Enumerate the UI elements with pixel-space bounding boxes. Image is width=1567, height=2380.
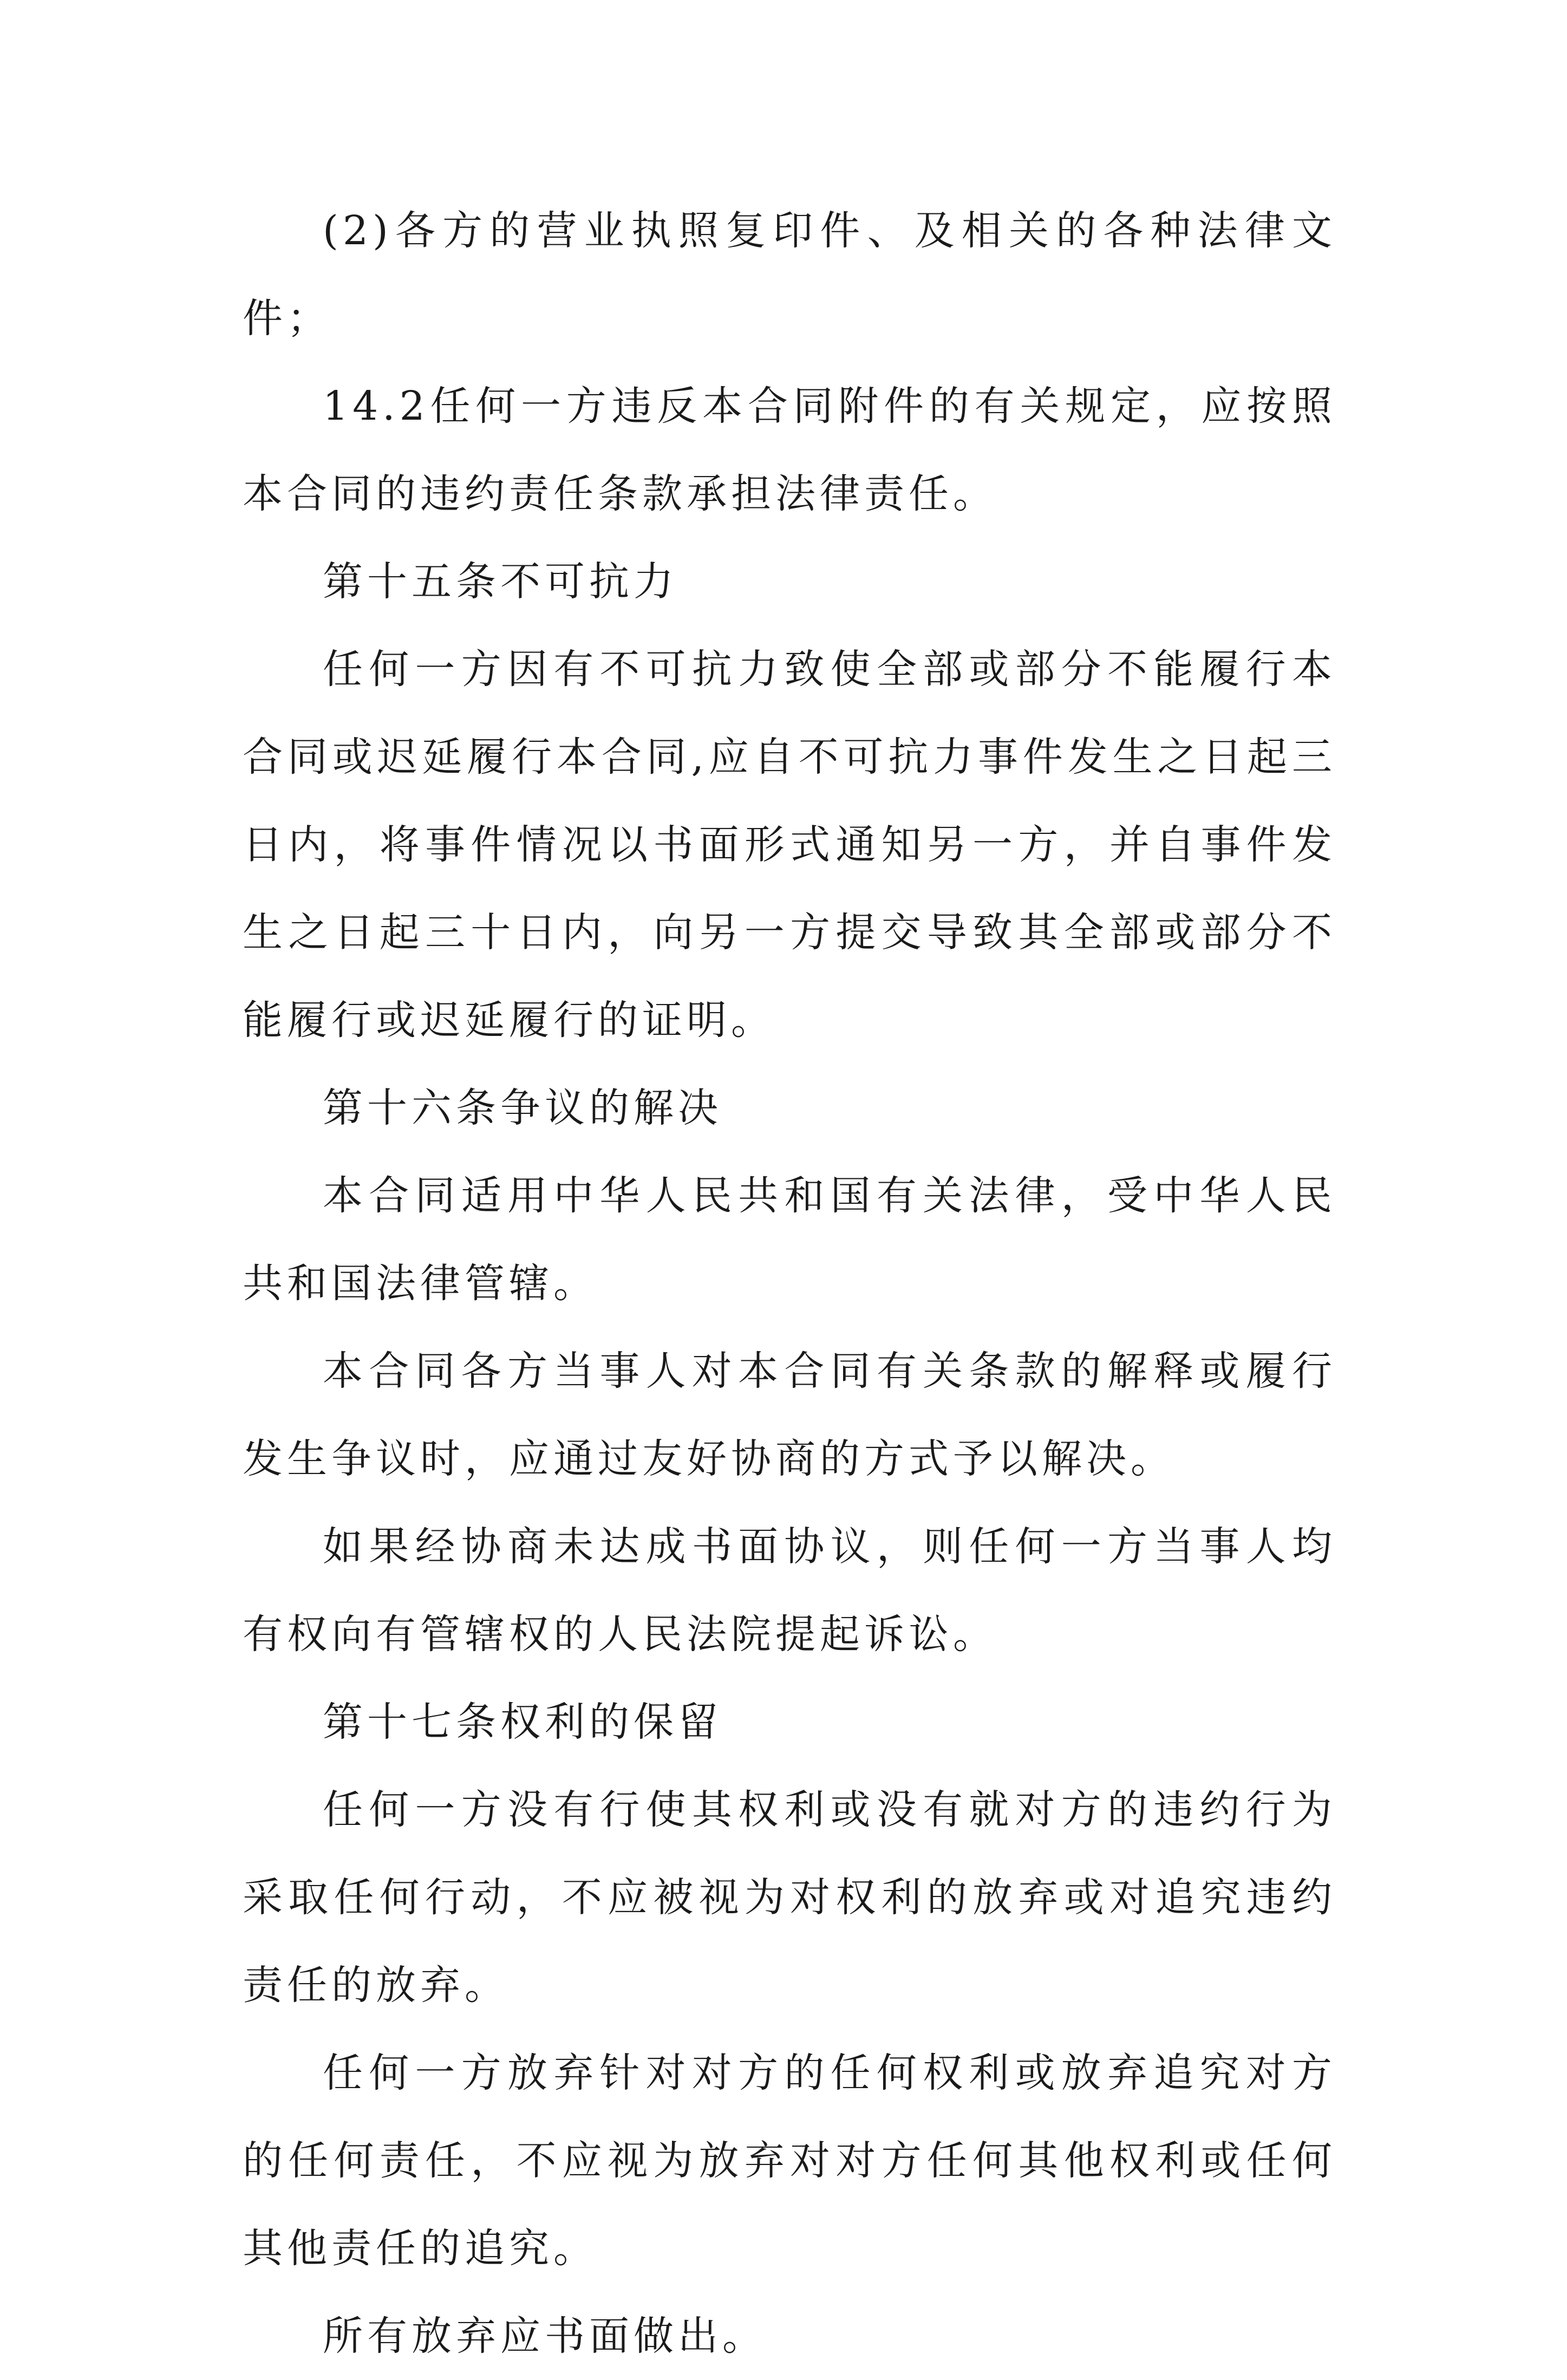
paragraph-waiver-in-writing: 所有放弃应书面做出。 <box>323 2313 767 2359</box>
paragraph-attachments-item-2: (2)各方的营业执照复印件、及相关的各种法律文件； <box>243 207 1336 342</box>
paragraph-waiver-scope: 任何一方放弃针对对方的任何权利或放弃追究对方的任何责任，不应视为放弃对对方任何其他权利或任何其他责任的追究。 <box>243 2050 1336 2272</box>
paragraph-litigation: 如果经协商未达成书面协议，则任何一方当事人均有权向有管辖权的人民法院提起诉讼。 <box>243 1523 1336 1658</box>
paragraph-clause-14-2: 14.2任何一方违反本合同附件的有关规定，应按照本合同的违约责任条款承担法律责任。 <box>243 383 1336 517</box>
document-body <box>243 187 1336 2380</box>
heading-article-16: 第十六条争议的解决 <box>323 1085 722 1131</box>
paragraph-dispute-negotiation: 本合同各方当事人对本合同有关条款的解释或履行发生争议时，应通过友好协商的方式予以解决。 <box>243 1348 1336 1482</box>
paragraph-governing-law: 本合同适用中华人民共和国有关法律，受中华人民共和国法律管辖。 <box>243 1172 1336 1307</box>
paragraph-force-majeure: 任何一方因有不可抗力致使全部或部分不能履行本合同或迟延履行本合同,应自不可抗力事件发生之日起三日内，将事件情况以书面形式通知另一方，并自事件发生之日起三十日内，向另一方提交导致其全部或部分不能履行或迟延履行的证明。 <box>243 646 1336 1044</box>
heading-article-15: 第十五条不可抗力 <box>323 558 678 605</box>
paragraph-no-waiver: 任何一方没有行使其权利或没有就对方的违约行为采取任何行动，不应被视为对权利的放弃或对追究违约责任的放弃。 <box>243 1786 1336 2009</box>
heading-article-17: 第十七条权利的保留 <box>323 1699 722 1745</box>
